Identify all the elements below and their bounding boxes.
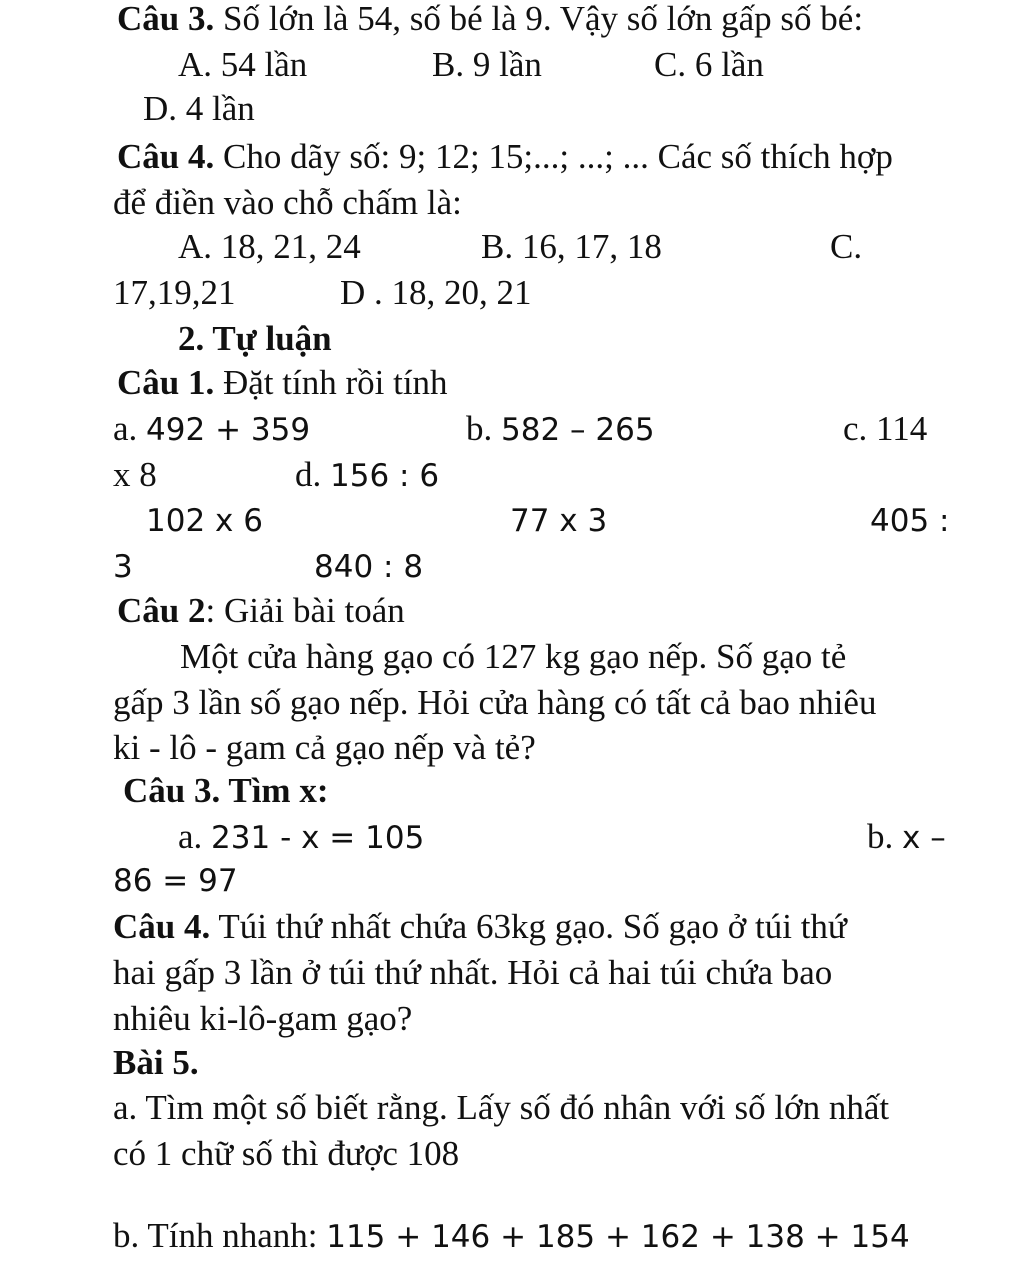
exercise-expr: 492 + 359 <box>146 412 311 448</box>
question-3-stem <box>117 0 863 42</box>
bai-5-a-line-1: a. Tìm một số biết rằng. Lấy số đó nhân với số lớn nhất <box>113 1088 890 1127</box>
problem-line-3: ki - lô - gam cả gạo nếp và tẻ? <box>113 728 536 767</box>
exercise-expr: 156 : 6 <box>330 458 440 494</box>
question-label: Câu 2 <box>117 591 206 630</box>
bai-5-b <box>113 1213 910 1260</box>
question-text: Đặt tính rồi tính <box>223 363 448 402</box>
question-text: Số lớn là 54, số bé là 9. Vậy số lớn gấp số bé: <box>223 0 864 38</box>
question-label: Câu 1. <box>117 363 215 402</box>
option-c-prefix: C. <box>830 227 863 266</box>
exercise-e3-cont: 3 <box>113 549 133 585</box>
exercise-label: d. <box>295 455 322 494</box>
find-x-b <box>867 814 946 861</box>
option-c-value: 17,19,21 <box>113 273 236 312</box>
exercise-a <box>113 406 310 453</box>
find-x-b-cont: 86 = 97 <box>113 863 238 899</box>
exercise-label: a. <box>178 817 203 856</box>
cau-4-line-3: nhiêu ki-lô-gam gạo? <box>113 999 413 1038</box>
exercise-label: b. <box>466 409 493 448</box>
section-title: 2. Tự luận <box>178 319 332 358</box>
cau-4-line-1 <box>113 904 847 950</box>
exercise-expr: 115 + 146 + 185 + 162 + 138 + 154 <box>326 1219 910 1255</box>
exercise-expr: 582 – 265 <box>501 412 655 448</box>
question-4-stem-cont: để điền vào chỗ chấm là: <box>113 183 462 222</box>
option-a: A. 18, 21, 24 <box>178 227 361 266</box>
question-label: Câu 4. <box>117 137 215 176</box>
question-label: Câu 3. <box>117 0 215 38</box>
cau-1-stem <box>117 360 448 406</box>
cau-2-stem <box>117 588 405 634</box>
exercise-b <box>466 406 655 453</box>
exercise-label: b. Tính nhanh: <box>113 1216 318 1255</box>
bai-5-a-line-2: có 1 chữ số thì được 108 <box>113 1134 460 1173</box>
cau-4-line-2: hai gấp 3 lần ở túi thứ nhất. Hỏi cả hai túi chứa bao <box>113 953 833 992</box>
exercise-e1: 102 x 6 <box>146 503 263 539</box>
option-d: D . 18, 20, 21 <box>340 273 532 312</box>
option-b: B. 16, 17, 18 <box>481 227 662 266</box>
option-d: D. 4 lần <box>143 89 255 128</box>
question-text: Cho dãy số: 9; 12; 15;...; ...; ... Các số thích hợp <box>223 137 893 176</box>
question-text: Túi thứ nhất chứa 63kg gạo. Số gạo ở túi thứ <box>218 907 847 946</box>
question-label: Câu 4. <box>113 907 211 946</box>
exercise-d <box>295 452 439 499</box>
find-x-a <box>178 814 424 861</box>
option-b: B. 9 lần <box>432 45 542 84</box>
problem-line-1: Một cửa hàng gạo có 127 kg gạo nếp. Số gạo tẻ <box>180 637 847 676</box>
question-4-stem <box>117 134 893 180</box>
exercise-e2: 77 x 3 <box>510 503 608 539</box>
exercise-label: b. <box>867 817 894 856</box>
option-c: C. 6 lần <box>654 45 764 84</box>
exercise-label: a. <box>113 409 138 448</box>
exercise-expr: x – <box>902 820 946 856</box>
exercise-c: c. 114 <box>843 409 928 448</box>
option-a: A. 54 lần <box>178 45 308 84</box>
exercise-e4: 840 : 8 <box>314 549 424 585</box>
problem-line-2: gấp 3 lần số gạo nếp. Hỏi cửa hàng có tất cả bao nhiêu <box>113 683 877 722</box>
exercise-c-cont: x 8 <box>113 455 157 494</box>
exercise-expr: 231 - x = 105 <box>211 820 425 856</box>
bai-5-title: Bài 5. <box>113 1043 199 1082</box>
exercise-e3: 405 : <box>870 503 950 539</box>
cau-3-label: Câu 3. Tìm x: <box>123 771 329 810</box>
question-text: : Giải bài toán <box>205 591 405 630</box>
